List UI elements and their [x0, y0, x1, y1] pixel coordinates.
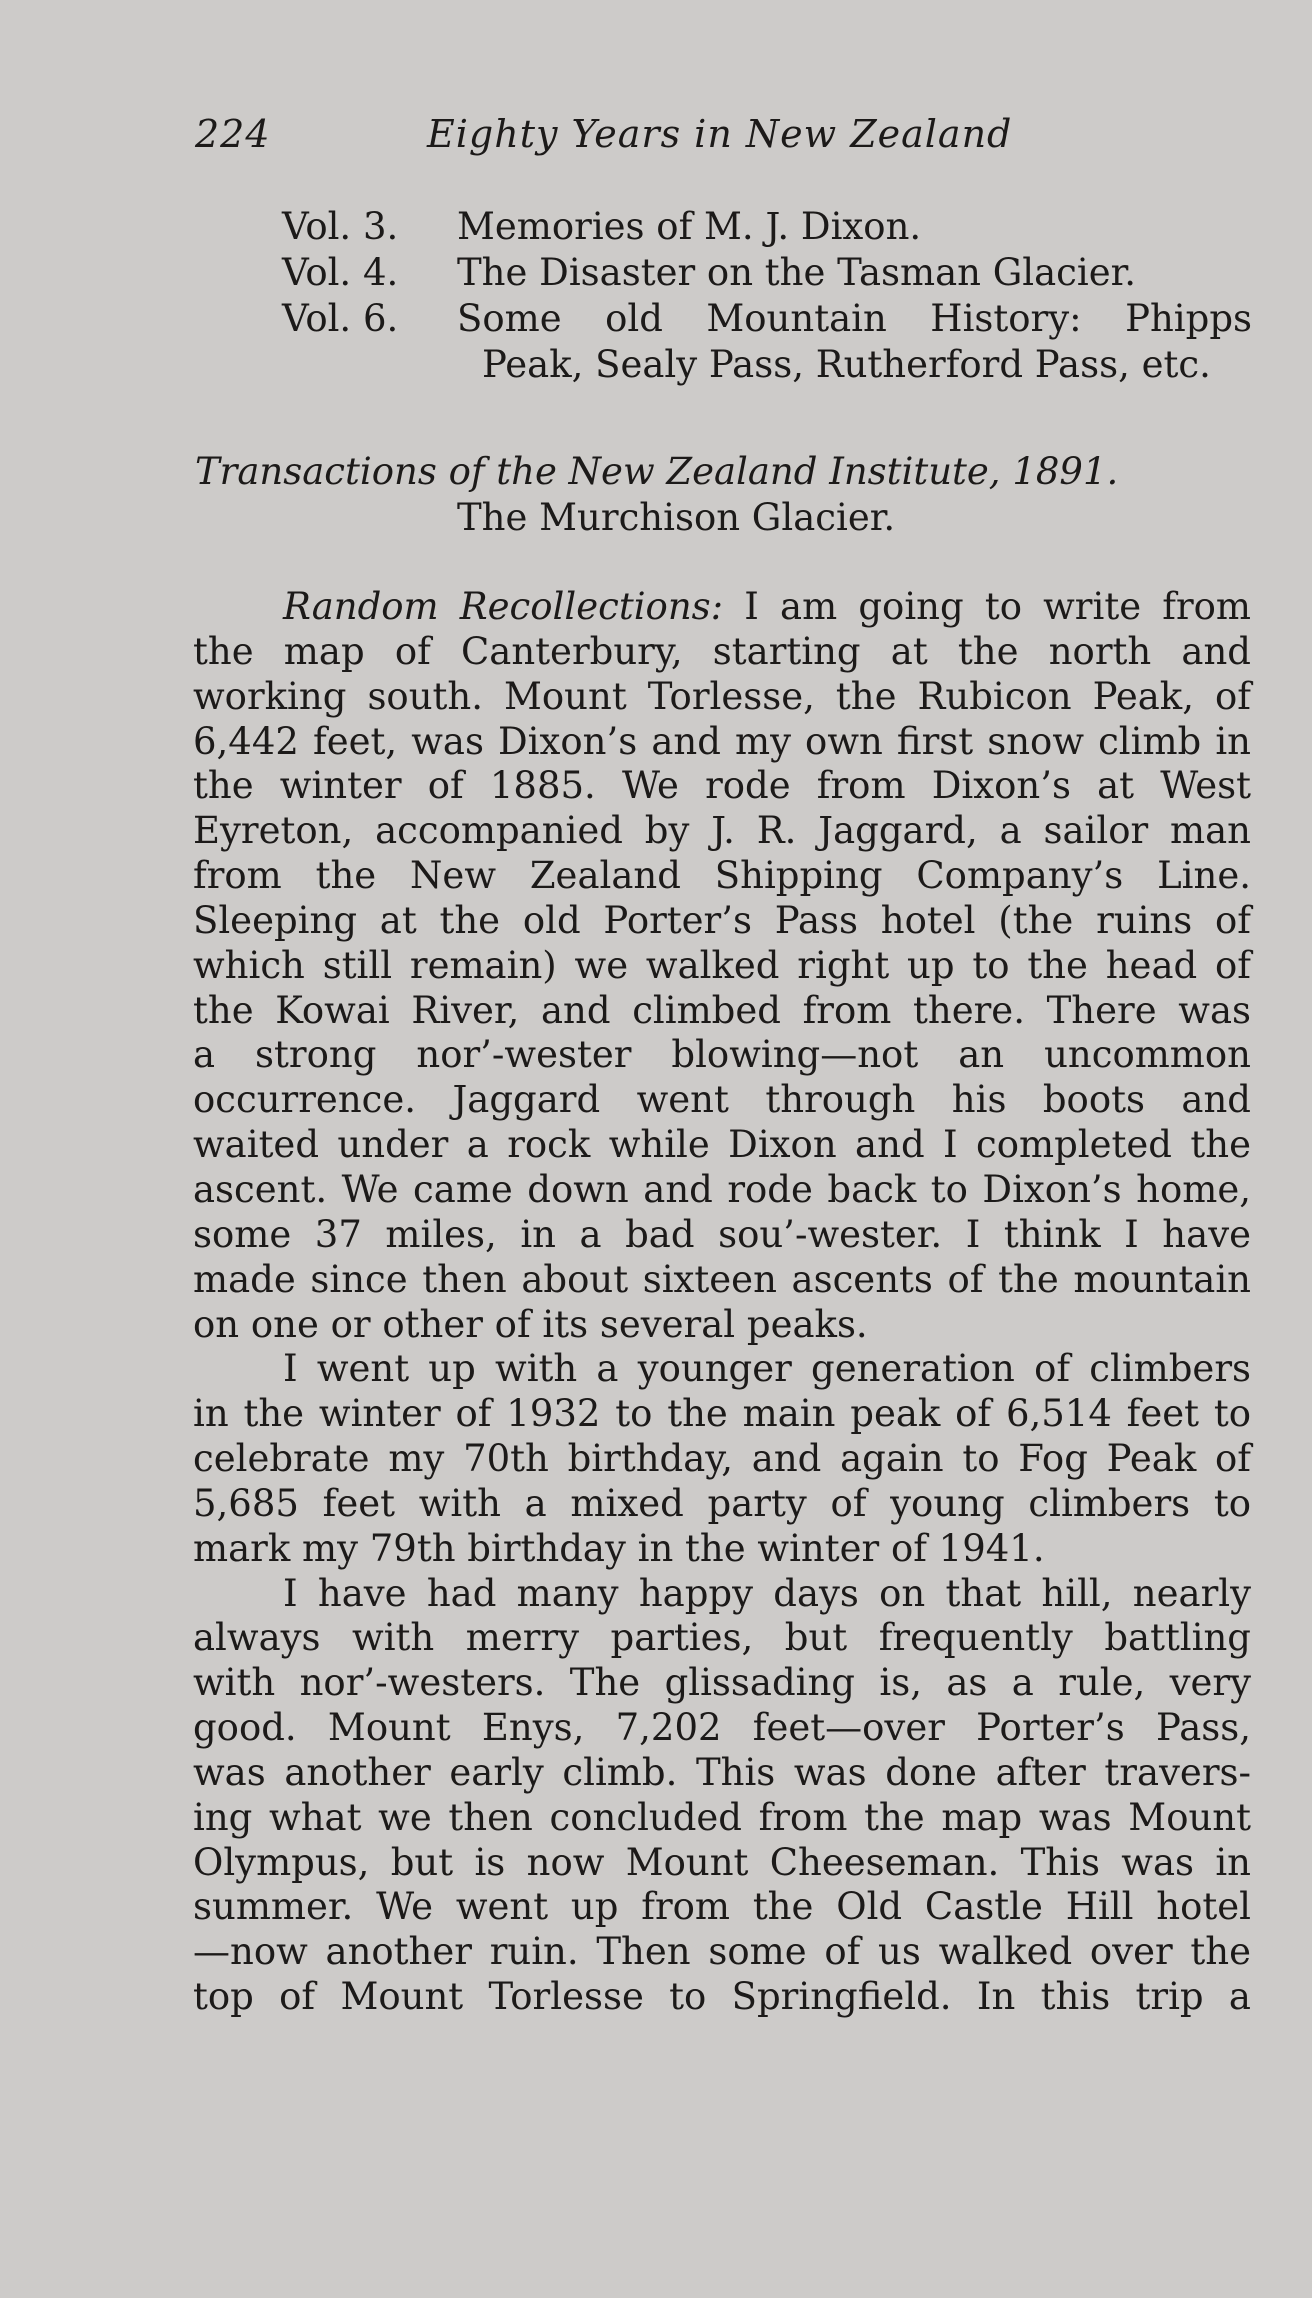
- transactions-title: Transactions of the New Zealand Institute, 1891.: [195, 450, 1119, 493]
- volume-title: The Disaster on the Tasman Glacier.: [457, 251, 1137, 294]
- text-line: always with merry parties, but frequently battling: [193, 1616, 1251, 1660]
- paragraph-3-line-1: I have had many happy days on that hill, nearly: [283, 1571, 1251, 1615]
- text-line: the map of Canterbury, starting at the north and: [193, 629, 1251, 673]
- text-line: celebrate my 70th birthday, and again to Fog Peak of: [193, 1437, 1251, 1481]
- text-line: top of Mount Torlesse to Springfield. In this trip a: [193, 1975, 1251, 2019]
- lead-italic: Random Recollections:: [283, 585, 724, 628]
- text-line: ing what we then concluded from the map was Mount: [193, 1795, 1251, 1839]
- volume-entry: [282, 297, 1262, 343]
- text-line: some 37 miles, in a bad sou’-wester. I think I have: [193, 1212, 1251, 1256]
- text-line: Olympus, but is now Mount Cheeseman. This was in: [193, 1840, 1251, 1884]
- volume-title: Some old Mountain History: Phipps: [457, 297, 1252, 340]
- text-line: on one or other of its several peaks.: [193, 1302, 868, 1346]
- transactions-subtitle: The Murchison Glacier.: [457, 496, 896, 539]
- volume-entry-continuation: [282, 343, 1262, 391]
- text-line: 6,442 feet, was Dixon’s and my own first snow climb in: [193, 719, 1251, 763]
- volume-title-continuation: Peak, Sealy Pass, Rutherford Pass, etc.: [482, 343, 1211, 386]
- volume-list: [282, 205, 1262, 391]
- text-line: ascent. We came down and rode back to Dixon’s home,: [193, 1167, 1251, 1211]
- text-line: good. Mount Enys, 7,202 feet—over Porter’s Pass,: [193, 1706, 1251, 1750]
- text-line: the winter of 1885. We rode from Dixon’s at West: [193, 764, 1251, 808]
- volume-number: Vol. 6.: [282, 297, 399, 340]
- volume-number: Vol. 3.: [282, 205, 399, 248]
- text-line: which still remain) we walked right up to the head of: [193, 943, 1251, 987]
- text-line: I am going to write from: [723, 585, 1251, 628]
- text-line: working south. Mount Torlesse, the Rubicon Peak, of: [193, 674, 1251, 718]
- page-number: 224: [195, 112, 271, 156]
- volume-number: Vol. 4.: [282, 251, 399, 294]
- text-line: from the New Zealand Shipping Company’s Line.: [193, 854, 1251, 898]
- text-line: Sleeping at the old Porter’s Pass hotel (the ruins of: [193, 898, 1251, 942]
- text-line: —now another ruin. Then some of us walked over the: [193, 1930, 1251, 1974]
- text-line: mark my 79th birthday in the winter of 1941.: [193, 1526, 1045, 1570]
- volume-entry: [282, 251, 1262, 297]
- text-line: in the winter of 1932 to the main peak of 6,514 feet to: [193, 1392, 1251, 1436]
- paragraph-2-line-1: I went up with a younger generation of climbers: [283, 1347, 1251, 1391]
- volume-entry: [282, 205, 1262, 251]
- body-text: [193, 585, 1251, 2020]
- text-line: 5,685 feet with a mixed party of young climbers to: [193, 1481, 1251, 1525]
- text-line: Eyreton, accompanied by J. R. Jaggard, a sailor man: [193, 809, 1251, 853]
- paragraph-1-line-1: [193, 585, 1251, 630]
- transactions-reference: [195, 450, 1119, 539]
- text-line: with nor’-westers. The glissading is, as a rule, very: [193, 1661, 1251, 1705]
- text-line: waited under a rock while Dixon and I completed the: [193, 1123, 1251, 1167]
- text-line: a strong nor’-wester blowing—not an uncommon: [193, 1033, 1251, 1077]
- running-header: [195, 112, 1255, 162]
- running-title: Eighty Years in New Zealand: [427, 112, 1013, 156]
- volume-title: Memories of M. J. Dixon.: [457, 205, 922, 248]
- text-line: was another early climb. This was done after travers-: [193, 1750, 1251, 1794]
- text-line: occurrence. Jaggard went through his boots and: [193, 1078, 1251, 1122]
- text-line: made since then about sixteen ascents of the mountain: [193, 1257, 1251, 1301]
- text-line: the Kowai River, and climbed from there. There was: [193, 988, 1251, 1032]
- text-line: summer. We went up from the Old Castle Hill hotel: [193, 1885, 1251, 1929]
